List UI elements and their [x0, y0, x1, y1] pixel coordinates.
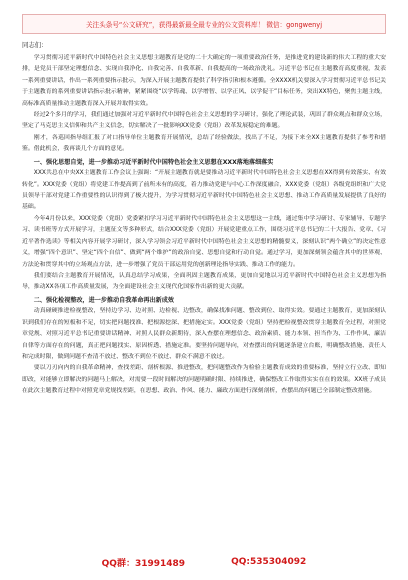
qq-group: QQ群：31991489	[101, 558, 186, 569]
salutation: 同志们：	[22, 41, 48, 49]
section-heading: 一、强化思想自觉，进一步推动习近平新时代中国特色社会主义思想在XXX落地落细落实	[33, 158, 274, 166]
paragraph: 我们要结合主题教育开展情况，认真总结学习成果，全面巩固主题教育成果，更加自觉地以习近平新时代中国特色社会主义思想为指导，推动XX各项工作高质量发展，为全面建设社会主义现代化国家作出新的更大贡献。	[22, 272, 386, 291]
paragraph: 刚才，各巡回指导组汇报了对口指导单位主题教育开展情况，总结了经验做法，找出了不足，为接下来全XX主题教育提供了参考和借鉴。借此机会，我再谈几个方面的意见。	[22, 134, 386, 153]
paragraph: 经过2个多月的学习，我们通过加强对习近平新时代中国特色社会主义思想的学习研讨，强化了理论武装，巩固了群众观点和群众立场，坚定了马克思主义信仰和共产主义信念，切实解决了一批影响XX党委（党组）改革发展稳定的难题。	[22, 112, 386, 130]
paragraph: 今年4月份以来，XXX党委（党组）党委紧扣学习习近平新时代中国特色社会主义思想这一主线，通过集中学习研讨、专家辅导、专题学习、读书班等方式开展学习，主题征文等多种形式，结合XXX党委（党组）开展党建重点工作，围绕习近平总书记的二十大报告、党章、《习近平著作选读》等相关内容开展学习研讨，深入学习领会习近平新时代中国特色社会主义思想的精髓要义，深刻认识“两个确立”的决定性意义，增强“四个意识”、坚定“四个自信”、做到“两个维护”的政治自觉、思想自觉和行动自觉。通过学习，更加深刻领会蕴含其中的世界观、方法论和贯穿其中的立场观点方法，进一步增强了党员干部运用党的创新理论指导实践、推动工作的能力。	[22, 215, 386, 268]
document-body	[22, 40, 386, 548]
banner-text: 关注头条号“公文研究”，获得最新最全最专业的公文资料库！ 微信：gongwenyj	[85, 21, 323, 29]
top-banner	[22, 14, 386, 34]
paragraph: 要以刀刃向内的自我革命精神，查找差距、剖析根源、推进整改，把问题整改作为检验主题教育成效的重要标准，坚持立行立改、即知即改，对能够立即解决的问题马上解决，对需要一段时间解决的问题明确时限、持续推进，确保整改工作取得实实在在的效果。XX班子成员在此次主题教育过程中对照党章党规找差距，在思想、政治、作风、能力、廉政方面进行深刻剖析，查摆出的问题已全部制定整改措施。	[22, 365, 386, 395]
paragraph: 学习贯彻习近平新时代中国特色社会主义思想主题教育是党的二十大确定的一项重要政治任务，是推进党的建设新的伟大工程的重大安排，是党员干部坚定理想信念、实现自我净化、自我完善、自我革新、自我提高的一场政治洗礼。习近平总书记在主题教育高度重视，发表一系列重要讲话，作出一系列重要指示批示，为深入开展主题教育提供了科学指引和根本遵循。全XXXX机关要深入学习贯彻习近平总书记关于主题教育的系列重要讲话指示批示精神，紧紧围绕“以学铸魂、以学增智、以学正风、以学促干”目标任务，突出XX特色，聚焦主题主线，高标准高质量推动主题教育深入开展并取得实效。	[22, 55, 386, 107]
qq-contact: QQ:535304092	[231, 557, 307, 567]
section-heading: 二、强化检视整改，进一步推动自我革命再出新成效	[33, 296, 174, 304]
paragraph: XXX共总在中央XX主题教育工作会议上强调：“开展主题教育就是要推动习近平新时代中国特色社会主义思想在XX得到有效落实、有效转化”。XXX党委（党组）将党建工作提高到了前所未有的高度，着力推动党建与中心工作深度融合，XXX党委（党组）各级党组织和广大党员领导干部对党建工作重要性的认识得到了极大提升，为学习贯彻习近平新时代中国特色社会主义思想、推动工作高质量发展提供了良好的基础。	[22, 170, 386, 211]
contact-footer	[0, 553, 408, 571]
paragraph: 动真碰硬推进检视整改，坚持边学习、边对照、边检视、边整改，确保找准问题、整改到位、取得实效。要通过主题教育，更加深刻认识到我们存在的短板和不足，切实把问题找准、把根源挖深、把措施定实。XXX党委（党组）坚持把检视整改贯穿主题教育全过程，对照党章党规、对照习近平总书记重要讲话精神、对照人民群众新期待，深入查摆在理想信念、政治素质、能力本领、担当作为、工作作风、廉洁自律等方面存在的问题，真正把问题找实、原因析透、措施定准。要坚持问题导向，对查摆出的问题逐条建立台账，明确整改措施、责任人和完成时限，做到问题不查清不放过、整改不到位不放过、群众不满意不放过。	[22, 308, 386, 360]
